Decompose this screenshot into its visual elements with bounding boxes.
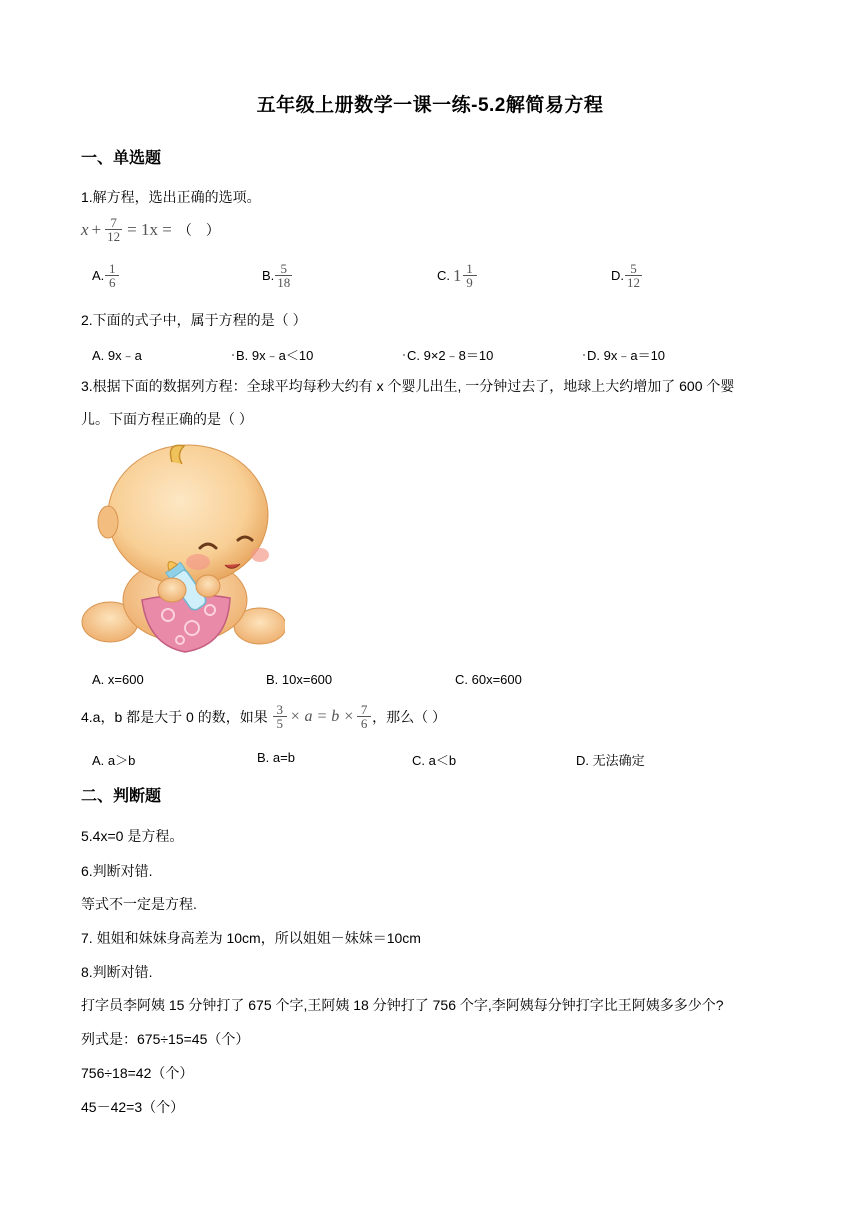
question-1-equation (81, 216, 220, 243)
question-1-option-b[interactable] (262, 262, 293, 289)
fraction-denominator: 12 (627, 275, 640, 290)
page-title: 五年级上册数学一课一练-5.2解简易方程 (256, 95, 604, 116)
question-8-line-5: 45－42=3（个） (81, 1099, 185, 1115)
option-label: D. (611, 268, 624, 283)
question-8-line-4: 756÷18=42（个） (81, 1065, 194, 1081)
question-2-stem: 2.下面的式子中，属于方程的是（ ） (81, 312, 307, 328)
question-4-option-d[interactable]: D. 无法确定 (576, 753, 645, 768)
question-2-option-a[interactable]: A. 9x﹣a (92, 348, 142, 363)
fraction-denominator: 9 (466, 275, 473, 290)
fraction-denominator: 5 (276, 716, 283, 731)
question-1-option-d[interactable] (611, 262, 643, 289)
fraction-denominator: 6 (360, 716, 368, 731)
question-1-stem: 1.解方程，选出正确的选项。 (81, 189, 261, 205)
question-3-stem-line-1: 3.根据下面的数据列方程：全球平均每秒大约有 x 个婴儿出生, 一分钟过去了，地球上大约增加了 600 个婴 (81, 378, 735, 394)
question-4-expression: × a = b × (289, 707, 355, 725)
question-3-option-c[interactable]: C. 60x=600 (455, 672, 522, 687)
option-text: D. 9x﹣a＝10 (587, 348, 666, 363)
option-text: C. 9×2﹣8＝10 (407, 348, 494, 363)
bullet-dot (232, 354, 234, 356)
fraction-numerator: 5 (630, 261, 637, 276)
option-fraction (626, 262, 641, 289)
question-6-line-1: 6.判断对错. (81, 863, 153, 879)
fraction-denominator: 18 (277, 275, 291, 290)
bullet-dot (403, 354, 405, 356)
question-8-line-2: 打字员李阿姨 15 分钟打了 675 个字,王阿姨 18 分钟打了 756 个字,李阿姨每分钟打字比王阿姨多多少个? (81, 997, 724, 1013)
option-fraction (106, 262, 118, 289)
fraction-numerator: 3 (276, 702, 283, 717)
equation-fraction (106, 216, 121, 243)
question-8-line-3: 列式是：675÷15=45（个） (81, 1031, 250, 1047)
question-3-option-b[interactable]: B. 10x=600 (266, 672, 333, 687)
fraction-numerator: 5 (280, 261, 288, 276)
fraction-numerator: 1 (109, 261, 116, 276)
question-2-option-b[interactable] (232, 345, 313, 364)
question-4-stem-end: ，那么（ ） (372, 708, 446, 725)
fraction-denominator: 12 (107, 229, 121, 244)
question-4-stem-start: 4.a，b 都是大于 0 的数，如果 (81, 708, 268, 725)
bullet-dot (583, 354, 585, 356)
option-whole-number: 1 (453, 265, 462, 285)
fraction-numerator: 7 (110, 215, 117, 230)
section-heading-true-false: 二、判断题 (81, 788, 162, 805)
option-text: B. 9x﹣a＜10 (236, 348, 314, 363)
question-4-fraction-2 (358, 703, 370, 730)
equation-variable: x (81, 219, 89, 239)
question-1-option-a[interactable] (92, 262, 120, 289)
question-8-line-1: 8.判断对错. (81, 964, 153, 980)
section-heading-single-choice: 一、单选题 (81, 150, 162, 167)
question-2-option-d[interactable] (583, 345, 665, 364)
question-4-stem (81, 703, 446, 730)
option-label: C. (437, 268, 450, 283)
option-label: B. (262, 268, 275, 283)
equation-rest: = 1x = (127, 219, 172, 239)
question-1-option-c[interactable] (437, 262, 478, 289)
fraction-numerator: 7 (360, 702, 368, 717)
option-fraction (464, 262, 476, 289)
baby-illustration (80, 440, 285, 662)
option-fraction (276, 262, 291, 289)
question-5: 5.4x=0 是方程。 (81, 828, 184, 844)
question-7: 7. 姐姐和妹妹身高差为 10cm，所以姐姐－妹妹＝10cm (81, 930, 421, 946)
answer-blank: （ ） (177, 221, 220, 238)
question-4-option-b[interactable]: B. a=b (257, 750, 295, 765)
question-3-option-a[interactable]: A. x=600 (92, 672, 144, 687)
question-6-line-2: 等式不一定是方程. (81, 896, 197, 912)
question-4-option-a[interactable]: A. a＞b (92, 753, 136, 768)
option-label: A. (92, 268, 105, 283)
equation-plus: + (91, 219, 102, 239)
fraction-denominator: 6 (109, 275, 116, 290)
question-2-option-c[interactable] (403, 345, 493, 364)
question-3-stem (81, 370, 781, 436)
fraction-numerator: 1 (466, 261, 473, 276)
question-4-option-c[interactable]: C. a＜b (412, 753, 457, 768)
question-3-stem-line-2: 儿。下面方程正确的是（ ） (81, 411, 253, 427)
question-4-fraction-1 (274, 703, 286, 730)
